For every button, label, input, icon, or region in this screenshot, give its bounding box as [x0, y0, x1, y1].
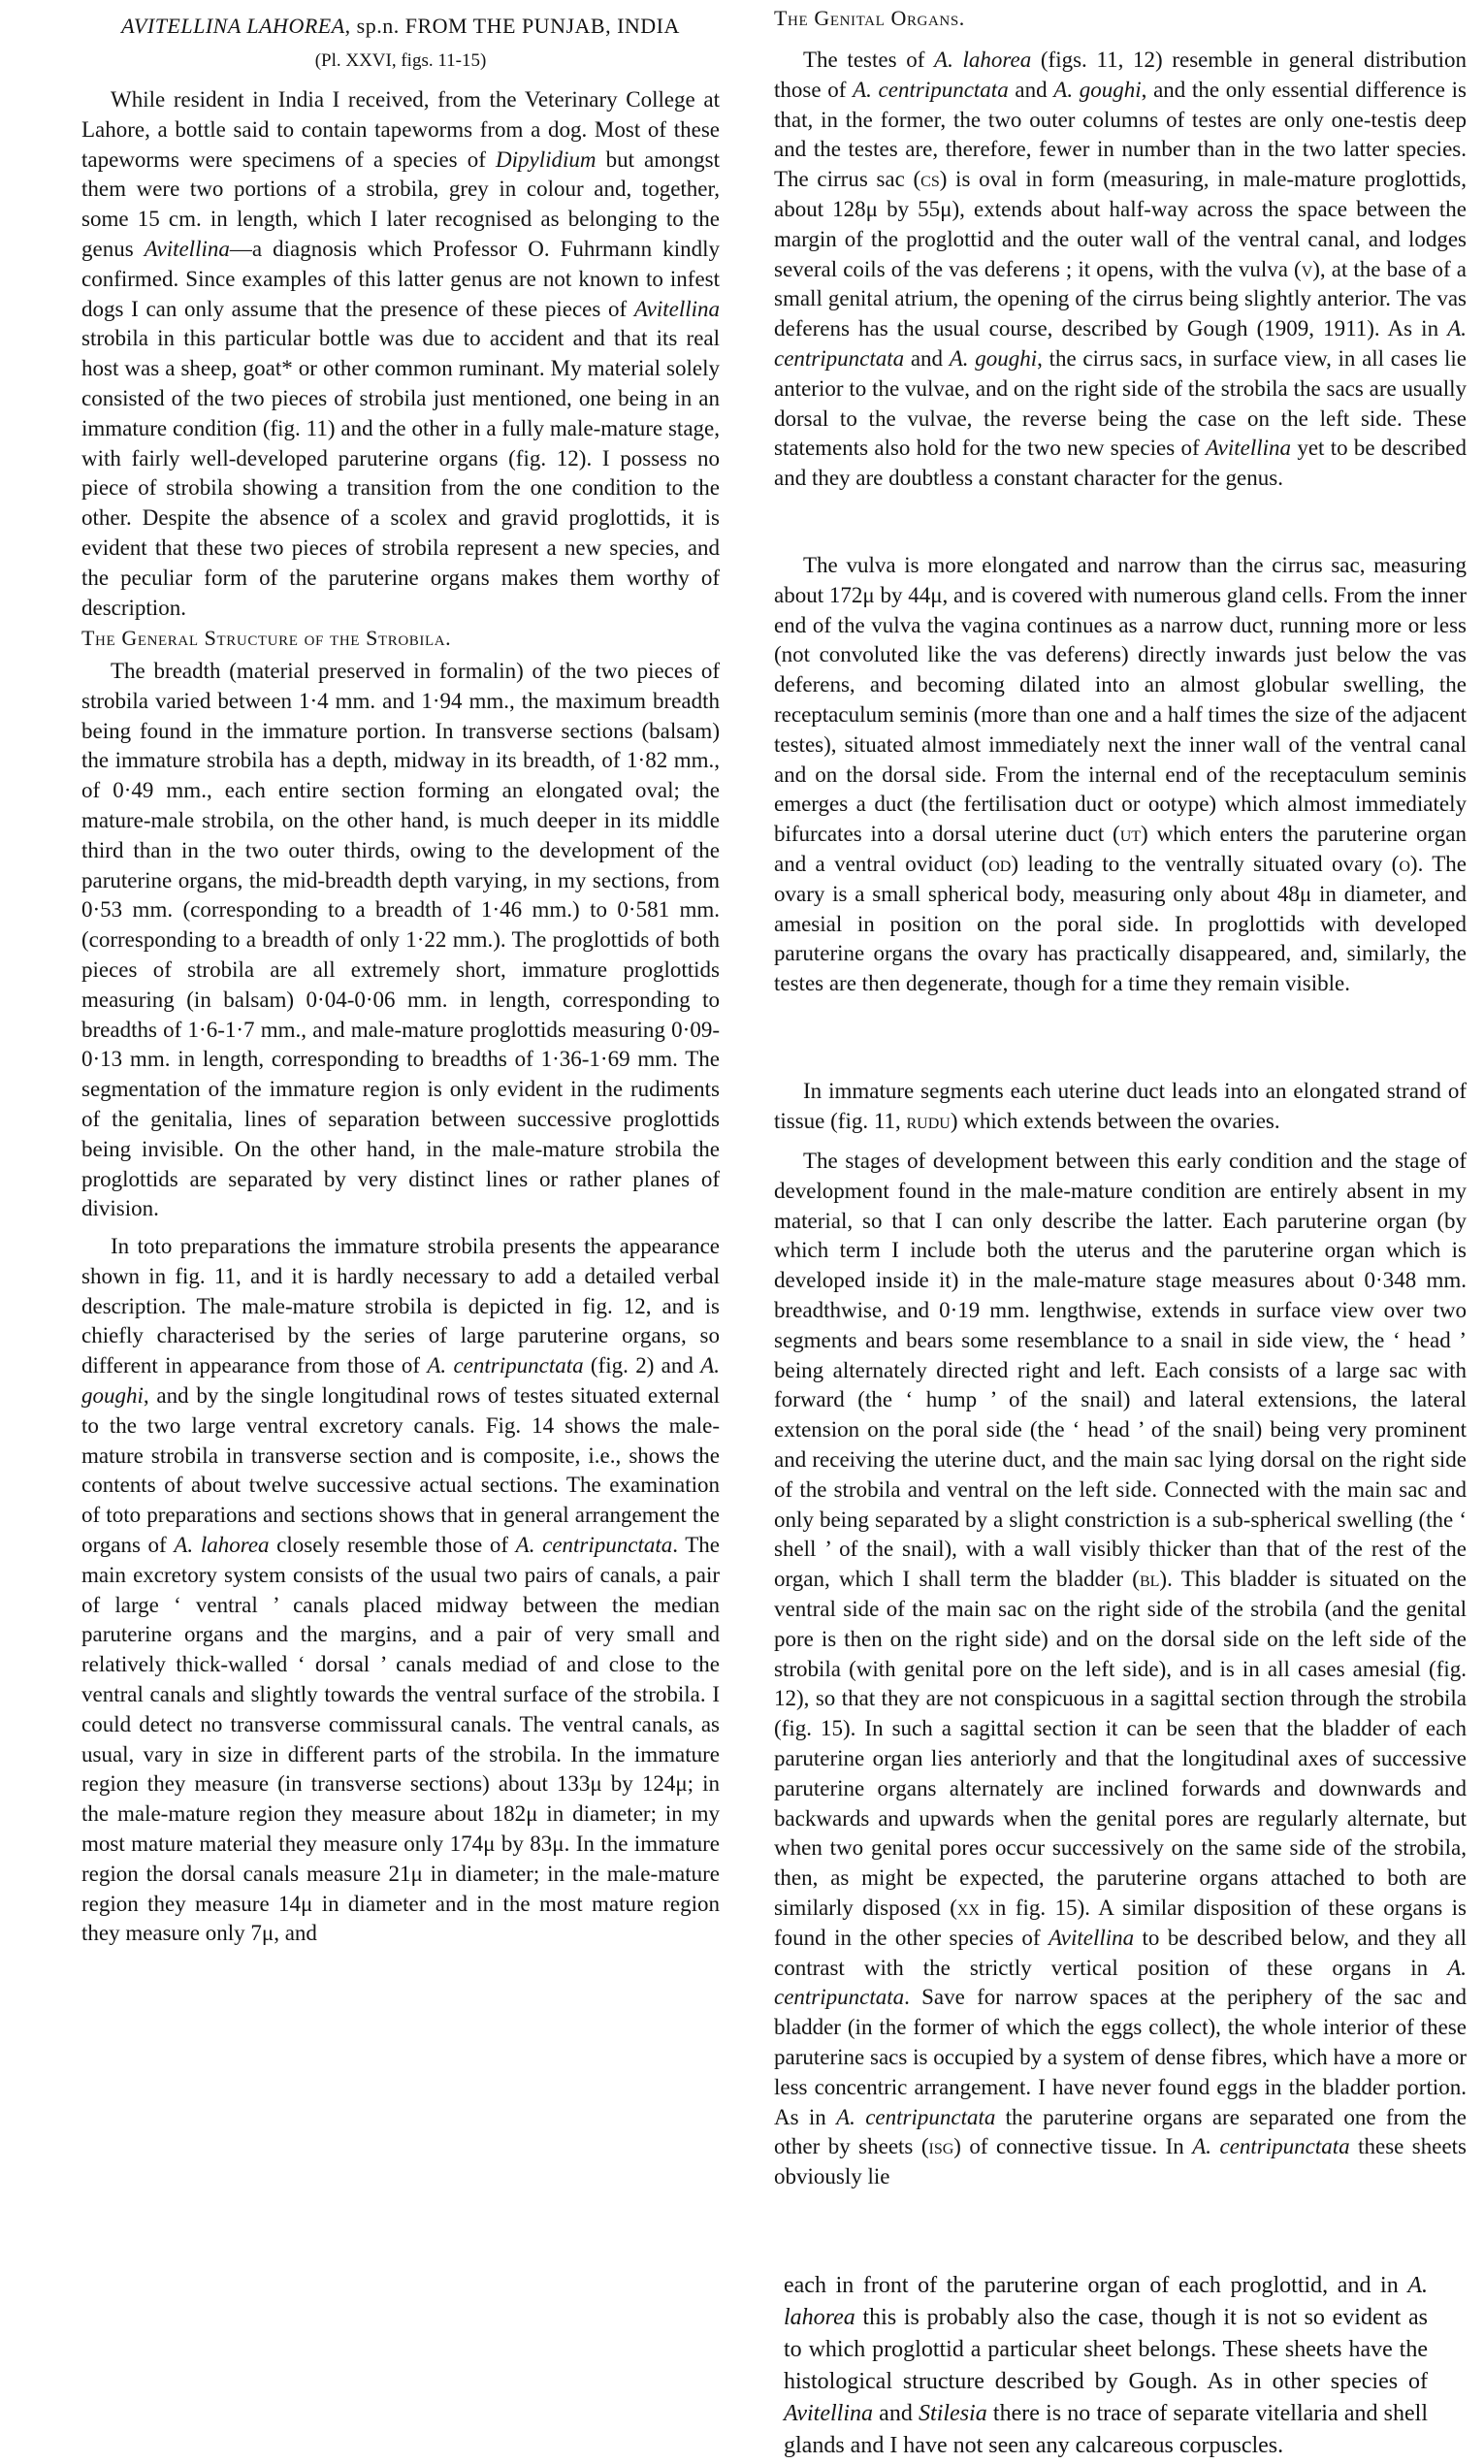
paragraph-in-toto [81, 1232, 720, 1949]
paragraph-vulva [774, 551, 1467, 999]
paragraph-stages [774, 1147, 1467, 2192]
paragraph-text [774, 46, 1467, 494]
text-run: this is probably also the case, though it is not so evident as to which proglottid a particular sheet belongs. These sheets have the histological structure described by Gough. As in other species of [784, 2305, 1428, 2394]
text-run: The breadth (material preserved in formalin) of the two pieces of strobila varied between 1·4 mm. and 1·94 mm., the maximum breadth being found in the immature portion. In transverse sections (balsam) the immature strobila has a depth, midway in its breadth, of 1·82 mm., of 0·49 mm., each entire section forming an elongated oval; the mature-male strobila, on the other hand, is much deeper in its middle third than in the two outer thirds, owing to the development of the paruterine organs, the mid-breadth depth varying, in my sections, from 0·53 mm. (corresponding to a breadth of 1·46 mm.) to 0·581 mm. (corresponding to a breadth of only 1·22 mm.). The proglottids of both pieces of strobila are all extremely short, immature proglottids measuring (in balsam) 0·04-0·06 mm. in length, corresponding to breadths of 1·6-1·7 mm., and male-mature proglottids measuring 0·09-0·13 mm. in length, corresponding to breadths of 1·36-1·69 mm. The segmentation of the immature region is only evident in the rudiments of the genitalia, lines of separation between successive proglottids being invisible. On the other hand, in the male-mature strobila the proglottids are separated by very distinct lines or rather planes of division. [81, 659, 720, 1221]
paragraph-text [81, 85, 720, 623]
text-run: and [904, 345, 950, 371]
paragraph-sheets [784, 2270, 1428, 2462]
paragraph-text [774, 551, 1467, 999]
text-run: there is no trace of separate vitellaria and shell glands and I have not seen any calcareous corpuscles. [784, 2401, 1428, 2458]
text-run: the paruterine organs are separated one from the other by sheets ( [774, 2104, 1468, 2159]
italic-term: A. centripunctata [1192, 2134, 1350, 2159]
figure-label: ut [1119, 822, 1142, 847]
italic-term: A. centripunctata [515, 1532, 673, 1557]
text-run: While resident in India I received, from the Veterinary College at Lahore, a bottle said to contain tapeworms from a dog. Most of these tapeworms were specimens of a species of [81, 87, 720, 172]
paragraph-text [81, 657, 720, 1224]
text-run: , the cirrus sacs, in surface view, in all cases lie anterior to the vulvae, and on the right side of the strobila the sacs are usually dorsal to the vulvae, the reverse being the case on the left side. These statements also hold for the two new species of [774, 345, 1467, 461]
italic-term: A. centripunctata [427, 1353, 584, 1378]
figure-label: isg [928, 2134, 954, 2159]
title-species: AVITELLINA LAHOREA [121, 14, 345, 38]
italic-term: A. lahorea [174, 1532, 270, 1557]
text-run: . Save for narrow spaces at the periphery of the sac and bladder (in the former of which the eggs collect), the whole interior of these paruterine sacs is occupied by a system of dense fibres, which have a more or less concentric arrangement. I have never found eggs in the bladder portion. As in [774, 1985, 1467, 2129]
paragraph-text [774, 1147, 1467, 2192]
paragraph-introduction [81, 85, 720, 623]
italic-term: Avitellina [633, 296, 720, 321]
title-rest: , sp.n. FROM THE PUNJAB, INDIA [344, 14, 680, 38]
text-run: . The main excretory system consists of the usual two pairs of canals, a pair of large ‘ ventral ’ canals placed midway between the median paruterine organs and the margins, and a pair of very small and relatively thick-walled ‘ dorsal ’ canals mediad of and close to the ventral canals and slightly towards the ventral surface of the strobila. I could detect no transverse commissural canals. The ventral canals, as usual, vary in size in different parts of the strobila. In the immature region they measure (in transverse sections) about 133μ by 124μ; in the male-mature region they measure about 182μ in diameter; in my most mature material they measure only 174μ by 83μ. In the immature region the dorsal canals measure 21μ in diameter; in the male-mature region they measure 14μ in diameter and in the most mature region they measure only 7μ, and [81, 1532, 721, 1946]
italic-term: Avitellina [784, 2401, 873, 2426]
text-run: ) which extends between the ovaries. [950, 1108, 1280, 1133]
section-heading-general-structure: The General Structure of the Strobila. [81, 626, 452, 650]
text-run: The testes of [803, 48, 935, 72]
italic-term: A. centripunctata [774, 316, 1467, 371]
text-run: ), at the base of a small genital atrium, the opening of the cirrus being slightly anterior. The vas deferens has the usual course, described by Gough (1909, 1911). As in [774, 256, 1468, 341]
paragraph-testes [774, 46, 1467, 494]
italic-term: A. centripunctata [853, 77, 1009, 102]
text-run: yet to be described and they are doubtless a constant character for the genus. [774, 436, 1467, 491]
text-run: ) which enters the paruterine organ and a ventral oviduct ( [774, 822, 1467, 876]
text-run: strobila in this particular bottle was due to accident and that its real host was a sheep, goat* or other common ruminant. My material solely consisted of the two pieces of strobila just mentioned, one being in an immature condition (fig. 11) and the other in a fully male-mature stage, with fairly well-developed paruterine organs (fig. 12). I possess no piece of strobila showing a transition from the one condition to the other. Despite the absence of a scolex and gravid proglottids, it is evident that these two pieces of strobila represent a new species, and the peculiar form of the paruterine organs makes them worthy of description. [81, 326, 720, 620]
text-run: ) of connective tissue. In [953, 2134, 1193, 2159]
paragraph-text [81, 1232, 720, 1949]
italic-term: A. centripunctata [774, 1955, 1467, 2010]
text-run: The stages of development between this early condition and the stage of development found in the male-mature condition are entirely absent in my material, so that I can only describe the latter. Each paruterine organ (by which term I include both the uterus and the paruterine organ which is developed inside it) in the male-mature stage measures about 0·348 mm. breadthwise, and 0·19 mm. lengthwise, extends in surface view over two segments and bears some resemblance to a snail in side view, the ‘ head ’ being alternately directed right and left. Each consists of a large sac with forward (the ‘ hump ’ of the snail) and lateral extensions, the lateral extension on the poral side (the ‘ head ’ of the snail) being very prominent and receiving the uterine duct, and the main sac lying dorsal on the right side of the strobila and ventral on the left side. Connected with the main sac and only being separated by a slight constriction is a sub-spherical swelling (the ‘ shell ’ of the snail), with a wall visibly thicker than that of the rest of the organ, which I shall term the bladder ( [774, 1149, 1467, 1592]
text-run: but amongst them were two portions of a strobila, grey in colour and, together, some 15 cm. in length, which I later recognised as belonging to the genus [81, 146, 720, 261]
text-run: The vulva is more elongated and narrow than the cirrus sac, measuring about 172μ by 44μ, and is covered with numerous gland cells. From the inner end of the vulva the vagina continues as a narrow duct, running more or less (not convoluted like the vas deferens) directly inwards just below the vas deferens, and becoming dilated into an almost globular swelling, the receptaculum seminis (more than one and a half times the size of the adjacent testes), situated almost immediately next the inner wall of the ventral canal and on the dorsal side. From the internal end of the receptaculum seminis emerges a duct (the fertilisation duct or ootype) which almost immediately bifurcates into a dorsal uterine duct ( [774, 553, 1467, 847]
text-run: In immature segments each uterine duct leads into an elongated strand of tissue (fig. 11, [774, 1079, 1467, 1133]
paragraph-text [774, 1077, 1467, 1137]
text-run: and [1008, 77, 1054, 102]
text-run: in fig. 15). A similar disposition of these organs is found in the other species of [774, 1895, 1468, 1950]
text-run: , and by the single longitudinal rows of testes situated external to the two large ventral excretory canals. Fig. 14 shows the male-mature strobila in transverse section and is composite, i.e., shows the contents of about twelve successive actual sections. The examination of toto preparations and sections shows that in general arrangement the organs of [81, 1382, 720, 1557]
italic-term: A. lahorea [784, 2273, 1428, 2330]
figure-label: cs [920, 167, 940, 192]
figure-label: bl [1139, 1567, 1160, 1592]
italic-term: A. goughi [949, 345, 1038, 371]
text-run: (fig. 2) and [583, 1353, 701, 1378]
text-run: , and the only essential difference is that, in the former, the two outer columns of testes are only one-testis deep and the testes are, therefore, fewer in number than in the two latter species. The cirrus sac ( [774, 77, 1467, 192]
italic-term: A. goughi [1053, 77, 1142, 102]
figure-label: v [1301, 256, 1313, 281]
text-run: ) leading to the ventrally situated ovary ( [1011, 851, 1400, 876]
italic-term: Avitellina [1048, 1925, 1135, 1950]
text-run: ). The ovary is a small spherical body, measuring only about 48μ in diameter, and amesial in position on the poral side. In proglottids with developed paruterine organs the ovary has practically disappeared, and, similarly, the testes are then degenerate, though for a time they remain visible. [774, 851, 1467, 996]
italic-term: A. centripunctata [836, 2104, 996, 2129]
paragraph-text [784, 2270, 1428, 2462]
text-run: each in front of the paruterine organ of each proglottid, and in [784, 2273, 1408, 2298]
italic-term: Avitellina [144, 236, 230, 261]
text-run: these sheets obviously lie [774, 2134, 1468, 2189]
text-run: In toto preparations the immature strobila presents the appearance shown in fig. 11, and it is hardly necessary to add a detailed verbal description. The male-mature strobila is depicted in fig. 12, and is chiefly characterised by the series of large paruterine organs, so different in appearance from those of [81, 1234, 720, 1378]
text-run: ). This bladder is situated on the ventral side of the main sac on the right side of the strobila (and the genital pore is then on the right side) and on the dorsal side on the left side of the strobila (with genital pore on the left side), and is in all cases amesial (fig. 12), so that they are not conspicuous in a sagittal section through the strobila (fig. 15). In such a sagittal section it can be seen that the bladder of each paruterine organ lies anteriorly and that the longitudinal axes of successive paruterine organs alternately are inclined forwards and downwards and backwards and upwards when the genital pores are regularly alternate, but when two genital pores occur successively on the same side of the strobila, then, as might be expected, the paruterine organs attached to both are similarly disposed ( [774, 1567, 1468, 1920]
italic-term: Avitellina [1205, 436, 1292, 461]
text-run: (figs. 11, 12) resemble in general distribution those of [774, 48, 1468, 102]
section-heading-genital-organs: The Genital Organs. [774, 6, 965, 30]
figure-label: rudu [906, 1108, 951, 1133]
text-run: to be described below, and they all contrast with the strictly vertical position of these organs in [774, 1925, 1467, 1980]
text-run: —a diagnosis which Professor O. Fuhrmann kindly confirmed. Since examples of this latter genus are not known to infest dogs I can only assume that the presence of these pieces of [81, 236, 720, 321]
figure-label: o [1399, 851, 1410, 876]
text-run: ) is oval in form (measuring, in male-mature proglottids, about 128μ by 55μ), extends about half-way across the space between the margin of the proglottid and the outer wall of the ventral canal, and lodges several coils of the vas deferens ; it opens, with the vulva ( [774, 167, 1468, 281]
text-run: closely resemble those of [269, 1532, 516, 1557]
italic-term: Stilesia [919, 2401, 987, 2426]
figure-label: od [988, 851, 1012, 876]
italic-term: A. goughi [81, 1353, 720, 1408]
italic-term: A. lahorea [934, 48, 1032, 72]
text-run: and [872, 2401, 919, 2426]
article-subtitle: (Pl. XXVI, figs. 11-15) [314, 50, 487, 71]
left-column [0, 0, 747, 1950]
figure-label: xx [956, 1895, 981, 1920]
italic-term: Dipylidium [495, 146, 597, 172]
paragraph-immature-segments [774, 1077, 1467, 1137]
paragraph-breadth [81, 657, 720, 1224]
